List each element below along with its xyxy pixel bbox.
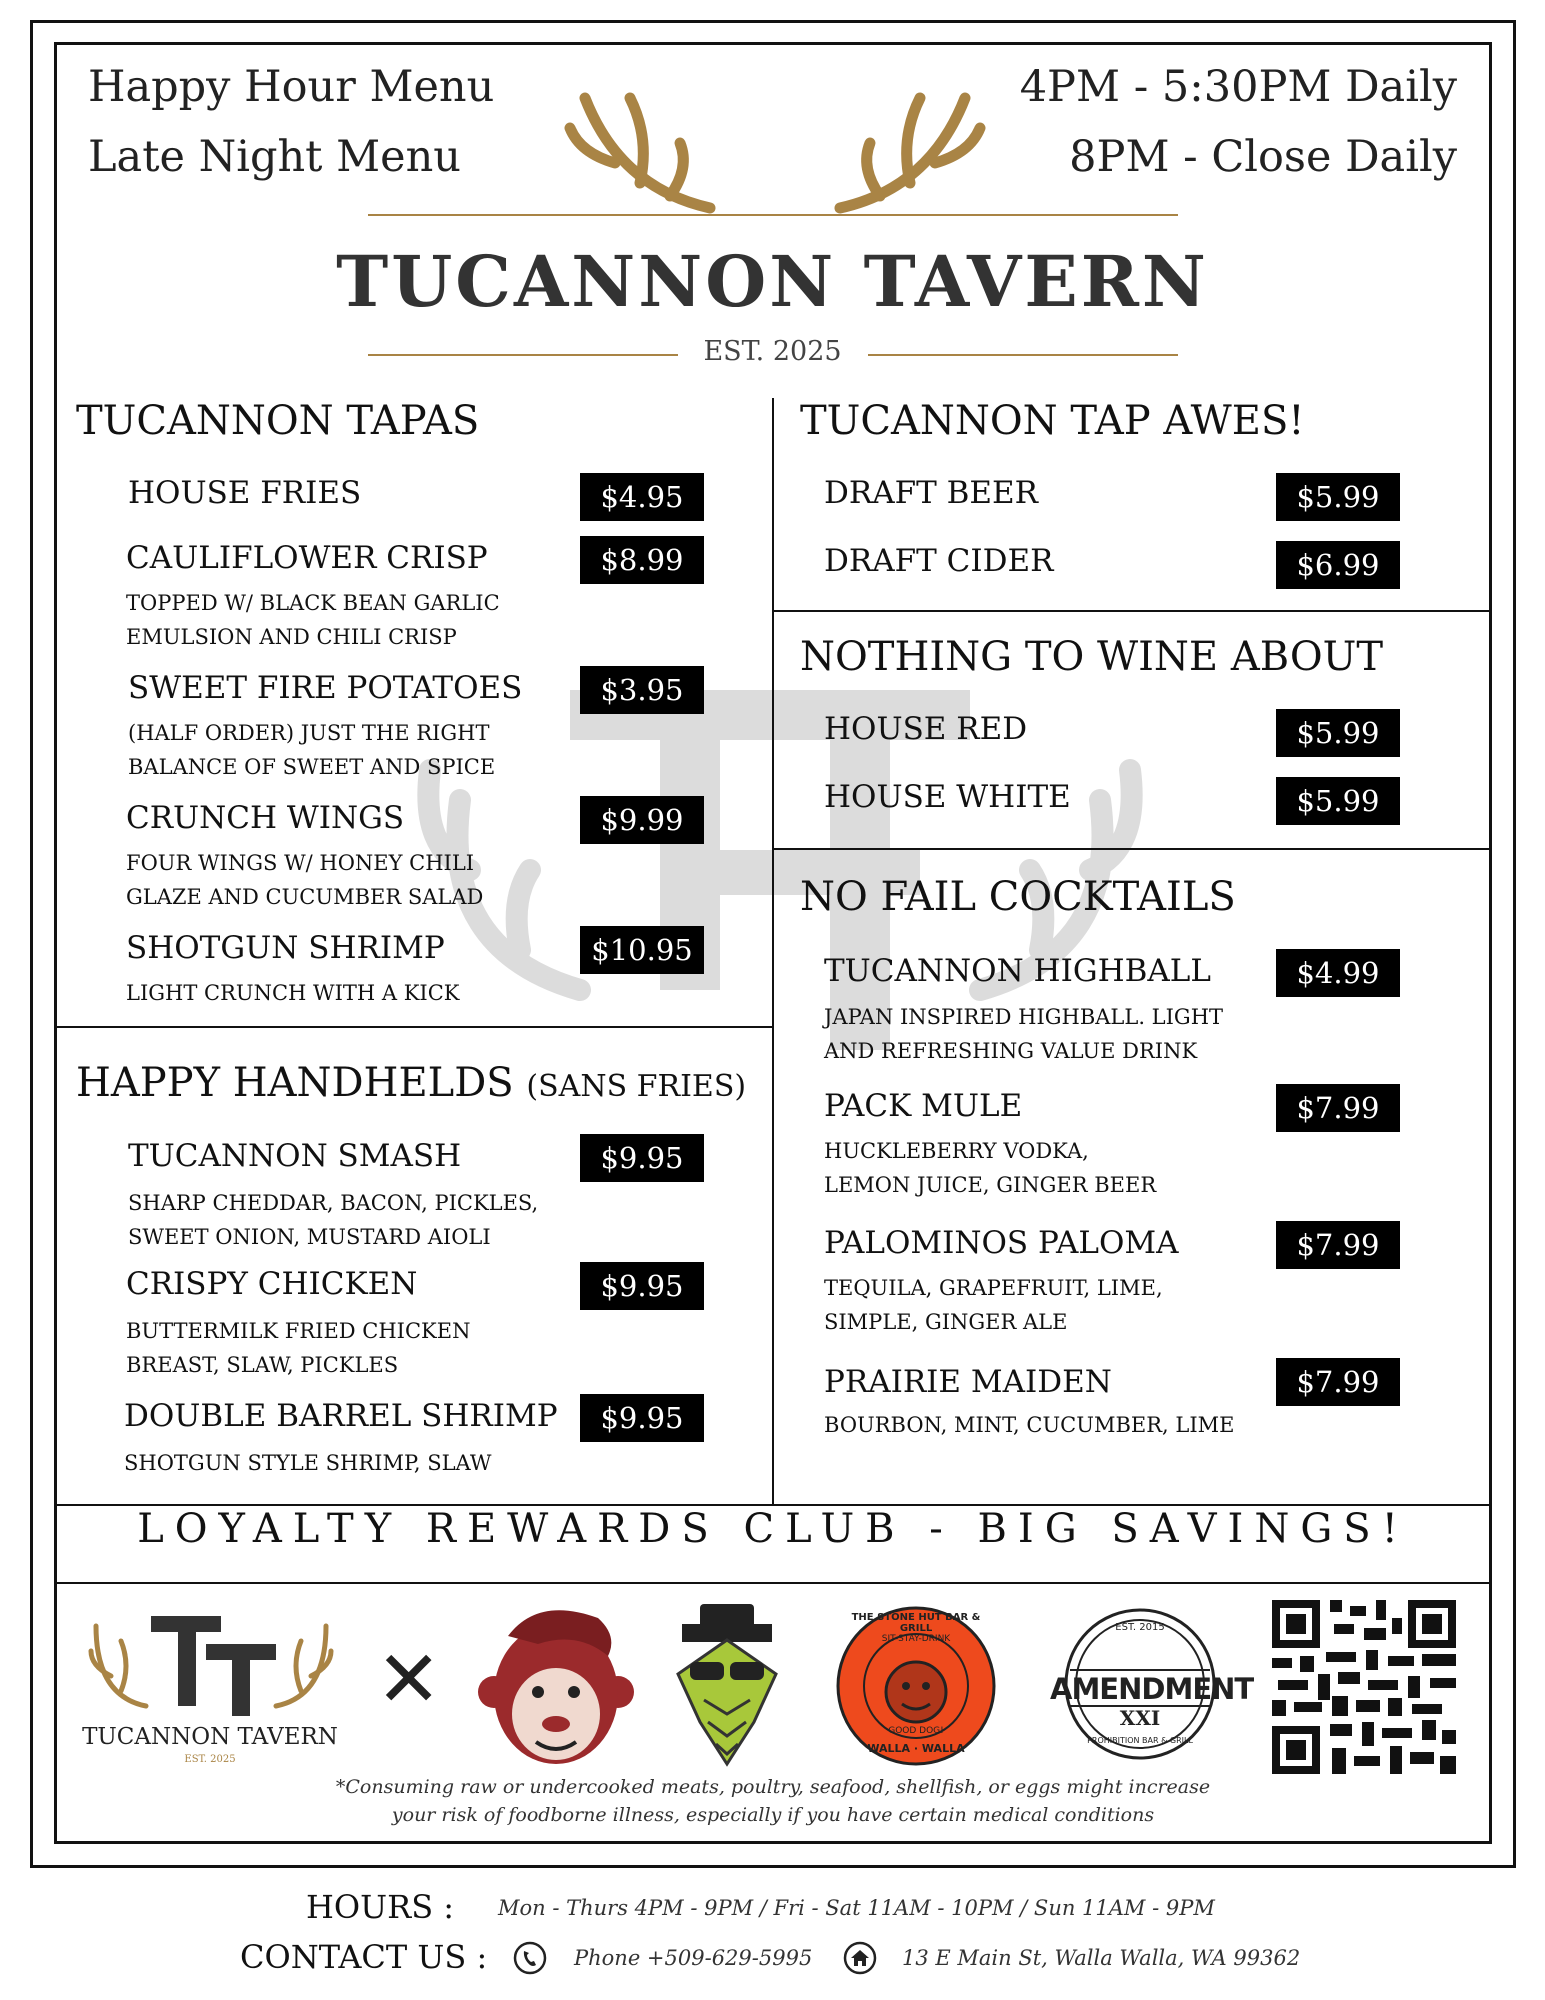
price-prairie-maiden: $7.99 — [1276, 1358, 1400, 1406]
stone-hut-city: WALLA · WALLA — [867, 1742, 965, 1755]
hours-text: Mon - Thurs 4PM - 9PM / Fri - Sat 11AM - 10PM / Sun 11AM - 9PM — [498, 1896, 1215, 1920]
center-divider — [772, 398, 774, 1506]
desc-smash-2: SWEET ONION, MUSTARD AIOLI — [128, 1225, 491, 1249]
stone-hut-dog: GOOD DOG! — [888, 1726, 944, 1736]
menu-item-palominos-paloma: PALOMINOS PALOMA — [824, 1225, 1179, 1261]
menu-item-house-red: HOUSE RED — [824, 711, 1028, 747]
desc-chicken-1: BUTTERMILK FRIED CHICKEN — [126, 1319, 471, 1343]
happy-hour-time: 4PM - 5:30PM Daily — [1019, 62, 1457, 112]
monkey-logo-icon — [478, 1596, 634, 1772]
cocktails-title: NO FAIL COCKTAILS — [800, 874, 1236, 920]
desc-cauliflower-1: TOPPED W/ BLACK BEAN GARLIC — [126, 591, 500, 615]
desc-sweet-fire-2: BALANCE OF SWEET AND SPICE — [128, 755, 496, 779]
hop-logo-icon — [664, 1604, 790, 1774]
price-pack-mule: $7.99 — [1276, 1084, 1400, 1132]
right-divider-1 — [774, 610, 1490, 612]
desc-pack-mule-2: LEMON JUICE, GINGER BEER — [824, 1173, 1157, 1197]
desc-paloma-1: TEQUILA, GRAPEFRUIT, LIME, — [824, 1276, 1163, 1300]
brand-title: TUCANNON TAVERN — [336, 240, 1209, 323]
price-house-red: $5.99 — [1276, 709, 1400, 757]
qr-code-icon[interactable] — [1272, 1600, 1456, 1774]
menu-item-cauliflower-crisp: CAULIFLOWER CRISP — [126, 540, 488, 576]
menu-item-tucannon-smash: TUCANNON SMASH — [128, 1138, 462, 1174]
tap-title: TUCANNON TAP AWES! — [800, 398, 1305, 444]
price-house-white: $5.99 — [1276, 777, 1400, 825]
wine-title: NOTHING TO WINE ABOUT — [800, 634, 1384, 680]
menu-item-draft-beer: DRAFT BEER — [824, 475, 1039, 511]
tucannon-logo-name: TUCANNON TAVERN — [82, 1724, 338, 1750]
desc-smash-1: SHARP CHEDDAR, BACON, PICKLES, — [128, 1191, 539, 1215]
tucannon-logo-est: EST. 2025 — [184, 1754, 236, 1765]
price-highball: $4.99 — [1276, 949, 1400, 997]
loyalty-banner: LOYALTY REWARDS CLUB - BIG SAVINGS! — [137, 1506, 1409, 1552]
happy-hour-label: Happy Hour Menu — [88, 62, 495, 112]
price-shotgun-shrimp: $10.95 — [580, 926, 704, 974]
desc-cauliflower-2: EMULSION AND CHILI CRISP — [126, 625, 457, 649]
right-divider-2 — [774, 848, 1490, 850]
watermark-logo — [400, 650, 1160, 1050]
handhelds-title-main: HAPPY HANDHELDS — [76, 1060, 514, 1106]
menu-item-house-white: HOUSE WHITE — [824, 779, 1071, 815]
amendment-number: XXI — [1119, 1706, 1161, 1730]
price-draft-cider: $6.99 — [1276, 541, 1400, 589]
disclaimer-line-2: your risk of foodborne illness, especially if you have certain medical conditions — [391, 1804, 1155, 1826]
price-crunch-wings: $9.99 — [580, 796, 704, 844]
price-draft-beer: $5.99 — [1276, 473, 1400, 521]
desc-paloma-2: SIMPLE, GINGER ALE — [824, 1310, 1068, 1334]
stone-hut-name: THE STONE HUT BAR & GRILL — [851, 1612, 981, 1634]
desc-prairie-maiden: BOURBON, MINT, CUCUMBER, LIME — [824, 1413, 1235, 1437]
menu-item-draft-cider: DRAFT CIDER — [824, 543, 1054, 579]
handhelds-title-suffix: (SANS FRIES) — [526, 1069, 747, 1104]
loyalty-bottom-line — [56, 1582, 1490, 1584]
handhelds-title — [76, 1060, 746, 1106]
price-house-fries: $4.95 — [580, 473, 704, 521]
desc-double-barrel: SHOTGUN STYLE SHRIMP, SLAW — [124, 1451, 492, 1475]
menu-item-crispy-chicken: CRISPY CHICKEN — [126, 1266, 418, 1302]
desc-sweet-fire-1: (HALF ORDER) JUST THE RIGHT — [128, 721, 490, 745]
desc-crunch-wings-1: FOUR WINGS W/ HONEY CHILI — [126, 851, 475, 875]
disclaimer-line-1: *Consuming raw or undercooked meats, poultry, seafood, shellfish, or eggs might increase — [335, 1776, 1211, 1798]
tucannon-logo-icon — [86, 1606, 336, 1716]
tapas-title: TUCANNON TAPAS — [76, 398, 480, 444]
stone-hut-tagline: SIT-STAY-DRINK — [881, 1634, 951, 1644]
price-sweet-fire-potatoes: $3.95 — [580, 666, 704, 714]
price-cauliflower-crisp: $8.99 — [580, 536, 704, 584]
gold-divider-right — [868, 354, 1178, 356]
desc-pack-mule-1: HUCKLEBERRY VODKA, — [824, 1139, 1089, 1163]
menu-item-sweet-fire-potatoes: SWEET FIRE POTATOES — [128, 670, 523, 706]
amendment-sub: PROHIBITION BAR & GRILL — [1087, 1736, 1193, 1745]
price-double-barrel-shrimp: $9.95 — [580, 1394, 704, 1442]
price-tucannon-smash: $9.95 — [580, 1134, 704, 1182]
phone-icon — [512, 1940, 548, 1976]
price-crispy-chicken: $9.95 — [580, 1262, 704, 1310]
left-section-divider — [56, 1026, 774, 1028]
desc-chicken-2: BREAST, SLAW, PICKLES — [126, 1353, 399, 1377]
price-paloma: $7.99 — [1276, 1221, 1400, 1269]
est-label: EST. 2025 — [703, 336, 842, 367]
times-icon: ✕ — [376, 1635, 442, 1725]
amendment-name: AMENDMENT — [1050, 1672, 1254, 1706]
late-night-label: Late Night Menu — [88, 132, 461, 182]
desc-crunch-wings-2: GLAZE AND CUCUMBER SALAD — [126, 885, 484, 909]
menu-item-pack-mule: PACK MULE — [824, 1088, 1023, 1124]
menu-item-shotgun-shrimp: SHOTGUN SHRIMP — [126, 930, 445, 966]
menu-item-prairie-maiden: PRAIRIE MAIDEN — [824, 1364, 1112, 1400]
antlers-icon — [560, 58, 990, 218]
home-icon — [842, 1940, 878, 1976]
menu-item-crunch-wings: CRUNCH WINGS — [126, 800, 405, 836]
amendment-est: EST. 2015 — [1115, 1622, 1165, 1633]
desc-shotgun-shrimp: LIGHT CRUNCH WITH A KICK — [126, 981, 460, 1005]
menu-item-house-fries: HOUSE FRIES — [128, 475, 362, 511]
menu-item-tucannon-highball: TUCANNON HIGHBALL — [824, 953, 1211, 989]
phone-text[interactable]: Phone +509-629-5995 — [574, 1946, 813, 1970]
desc-highball-1: JAPAN INSPIRED HIGHBALL. LIGHT — [824, 1005, 1224, 1029]
hours-label: HOURS : — [306, 1888, 455, 1926]
menu-item-double-barrel-shrimp: DOUBLE BARREL SHRIMP — [124, 1398, 558, 1434]
gold-divider-top — [368, 214, 1178, 216]
late-night-time: 8PM - Close Daily — [1069, 132, 1457, 182]
contact-label: CONTACT US : — [240, 1938, 488, 1976]
address-text[interactable]: 13 E Main St, Walla Walla, WA 99362 — [902, 1946, 1301, 1970]
desc-highball-2: AND REFRESHING VALUE DRINK — [824, 1039, 1198, 1063]
